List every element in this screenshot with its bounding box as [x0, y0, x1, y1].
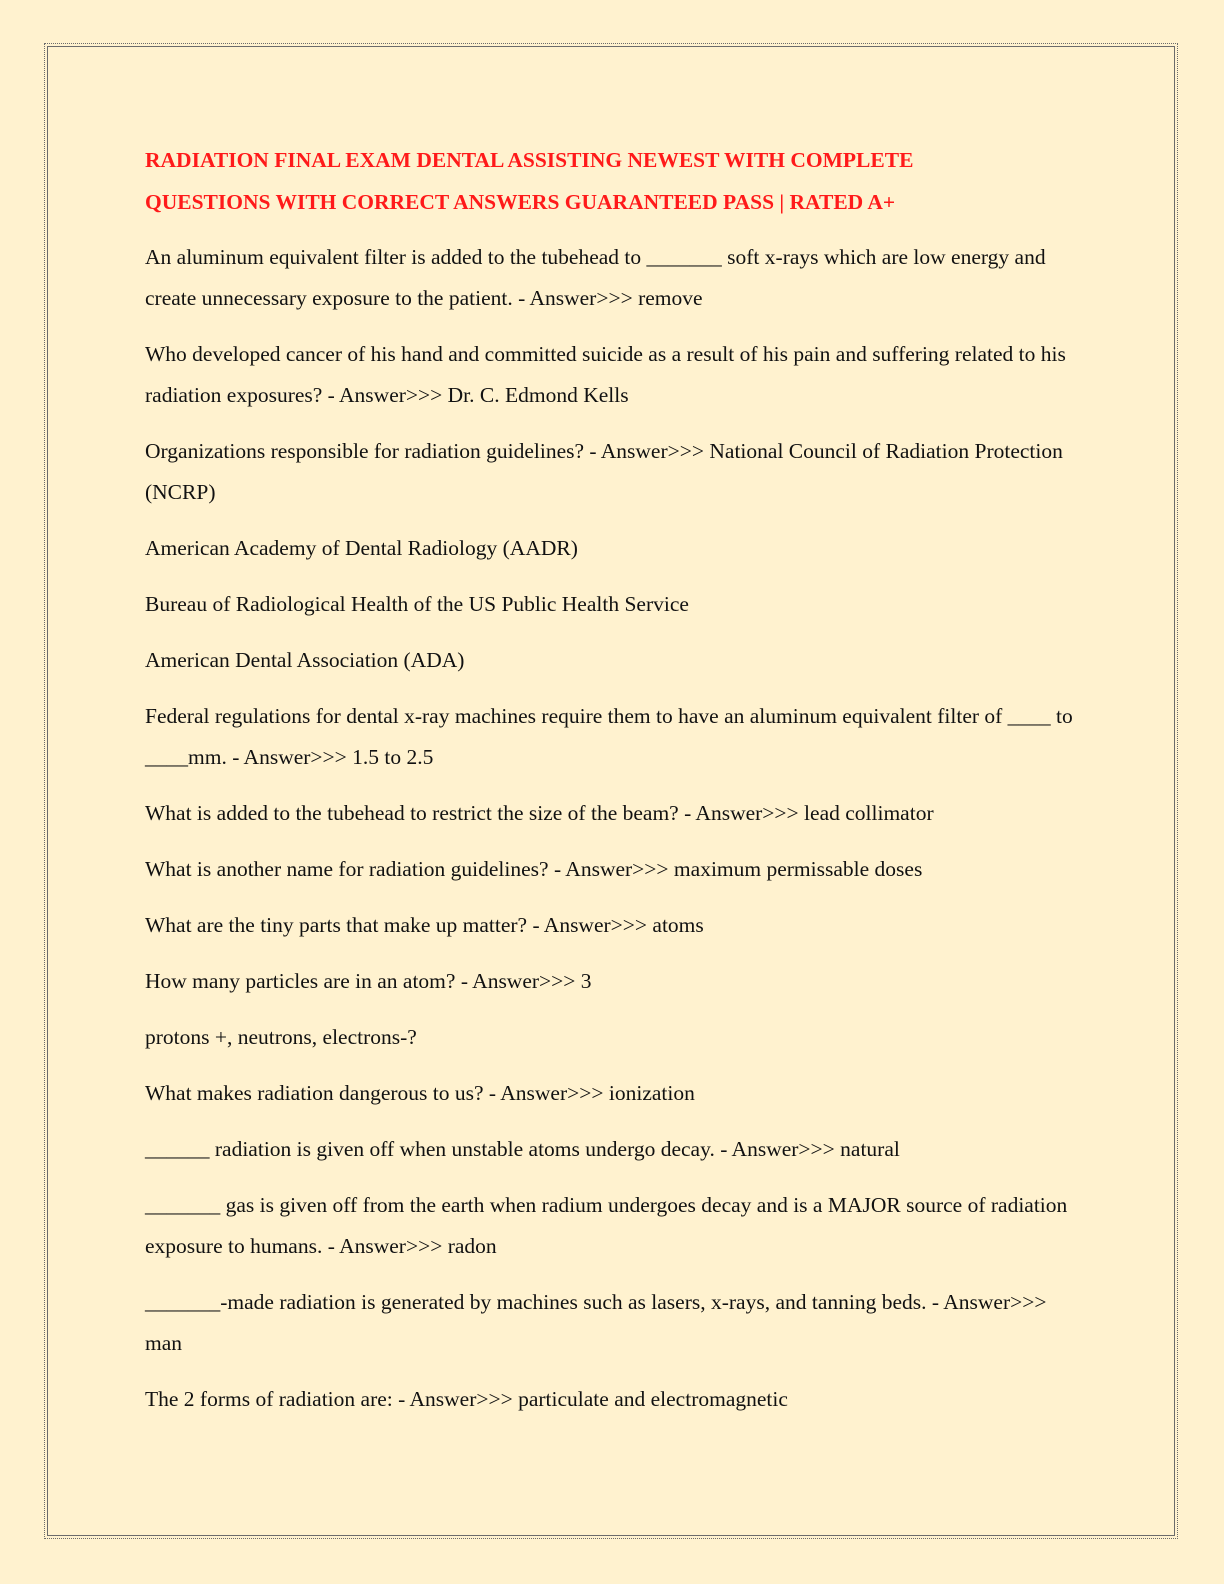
qa-paragraph: American Dental Association (ADA) — [145, 648, 465, 672]
qa-paragraph: _______ gas is given off from the earth when radium undergoes decay and is a MAJOR source of radiation exposure to humans. - Answer>>> radon — [145, 1193, 1068, 1258]
qa-paragraph: How many particles are in an atom? - Answer>>> 3 — [145, 969, 592, 993]
qa-paragraph: Bureau of Radiological Health of the US Public Health Service — [145, 592, 689, 616]
qa-paragraph: The 2 forms of radiation are: - Answer>>> particulate and electromagnetic — [145, 1387, 788, 1411]
qa-paragraph: What is another name for radiation guidelines? - Answer>>> maximum permissable doses — [145, 857, 923, 881]
qa-paragraph: Federal regulations for dental x-ray machines require them to have an aluminum equivalent filter of ____ to ____mm. - Answer>>> 1.5 to 2.5 — [145, 704, 1073, 769]
title-line-2: QUESTIONS WITH CORRECT ANSWERS GUARANTEED PASS | RATED A+ — [145, 190, 896, 214]
qa-paragraph: protons +, neutrons, electrons-? — [145, 1025, 417, 1049]
qa-paragraph: _______-made radiation is generated by machines such as lasers, x-rays, and tanning beds. - Answer>>> man — [145, 1290, 1047, 1355]
qa-paragraph: What makes radiation dangerous to us? - Answer>>> ionization — [145, 1081, 695, 1105]
qa-paragraph: ______ radiation is given off when unstable atoms undergo decay. - Answer>>> natural — [145, 1137, 900, 1161]
qa-paragraph: An aluminum equivalent filter is added to the tubehead to _______ soft x-rays which are low energy and create unnecessary exposure to the patient. - Answer>>> remove — [145, 245, 1046, 310]
qa-paragraph: What are the tiny parts that make up matter? - Answer>>> atoms — [145, 913, 704, 937]
qa-paragraph: Organizations responsible for radiation guidelines? - Answer>>> National Council of Radiation Protection (NCRP) — [145, 439, 1063, 504]
title-line-1: RADIATION FINAL EXAM DENTAL ASSISTING NEWEST WITH COMPLETE — [145, 148, 914, 172]
qa-paragraph: What is added to the tubehead to restrict the size of the beam? - Answer>>> lead collimator — [145, 801, 934, 825]
document-title — [145, 139, 1085, 223]
qa-paragraph: American Academy of Dental Radiology (AADR) — [145, 536, 578, 560]
qa-paragraph: Who developed cancer of his hand and committed suicide as a result of his pain and suffering related to his radiation exposures? - Answer>>> Dr. C. Edmond Kells — [145, 342, 1066, 407]
document-body — [145, 139, 1085, 1435]
